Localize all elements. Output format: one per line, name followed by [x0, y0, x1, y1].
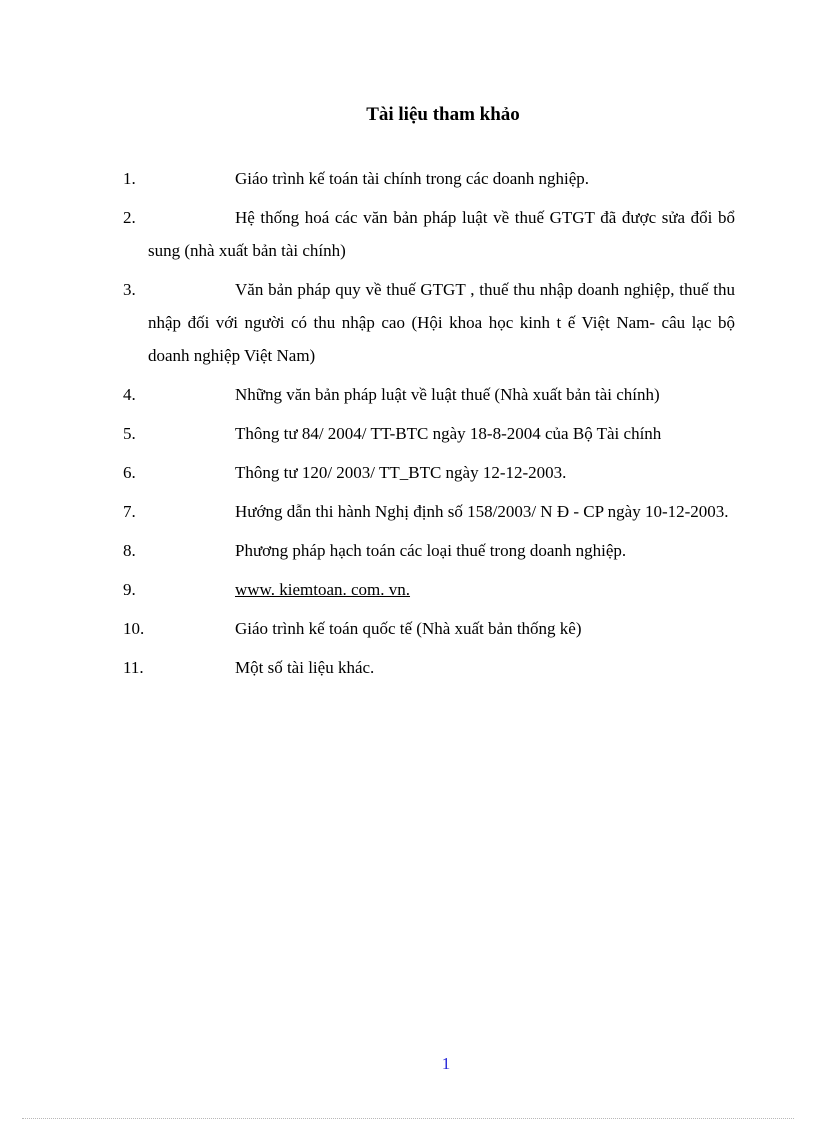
reference-number: 2. — [123, 208, 136, 227]
list-item — [123, 651, 735, 684]
reference-text: Hệ thống hoá các văn bản pháp luật về thuế GTGT đã được sửa đổi bổ sung (nhà xuất bản tài chính) — [148, 208, 735, 260]
list-item — [123, 534, 735, 567]
reference-number: 3. — [123, 280, 136, 299]
reference-text: Thông tư 84/ 2004/ TT-BTC ngày 18-8-2004 của Bộ Tài chính — [235, 424, 662, 443]
list-item — [123, 612, 735, 645]
list-item — [123, 456, 735, 489]
reference-number: 7. — [123, 502, 136, 521]
list-item — [123, 573, 735, 606]
reference-number: 1. — [123, 169, 136, 188]
reference-number: 5. — [123, 424, 136, 443]
page-number: 1 — [441, 1054, 451, 1073]
reference-number: 4. — [123, 385, 136, 404]
list-item — [123, 417, 735, 450]
reference-number: 8. — [123, 541, 136, 560]
reference-number: 9. — [123, 580, 136, 599]
reference-list — [123, 162, 735, 690]
reference-text: Giáo trình kế toán quốc tế (Nhà xuất bản thống kê) — [235, 619, 582, 638]
reference-text: Văn bản pháp quy về thuế GTGT , thuế thu nhập doanh nghiệp, thuế thu nhập đối với người có thu nhập cao (Hội khoa học kinh t ế Việt Nam- câu lạc bộ doanh nghiệp Việt Nam) — [148, 280, 735, 365]
page-break-divider — [22, 1118, 794, 1119]
list-item — [123, 378, 735, 411]
list-item — [123, 495, 735, 528]
reference-text: Giáo trình kế toán tài chính trong các doanh nghiệp. — [235, 169, 590, 188]
reference-number: 11. — [123, 658, 144, 677]
list-item — [123, 201, 735, 267]
page-title: Tài liệu tham khảo — [366, 104, 520, 125]
reference-text: Hướng dẫn thi hành Nghị định số 158/2003/ N Đ - CP ngày 10-12-2003. — [235, 502, 729, 521]
reference-text: Những văn bản pháp luật về luật thuế (Nhà xuất bản tài chính) — [235, 385, 660, 404]
reference-text: Một số tài liệu khác. — [235, 658, 375, 677]
reference-link[interactable]: www. kiemtoan. com. vn. — [235, 580, 411, 599]
reference-text: Phương pháp hạch toán các loại thuế trong doanh nghiệp. — [235, 541, 627, 560]
reference-number: 6. — [123, 463, 136, 482]
reference-number: 10. — [123, 619, 145, 638]
reference-text: Thông tư 120/ 2003/ TT_BTC ngày 12-12-2003. — [235, 463, 567, 482]
list-item — [123, 162, 735, 195]
list-item — [123, 273, 735, 372]
